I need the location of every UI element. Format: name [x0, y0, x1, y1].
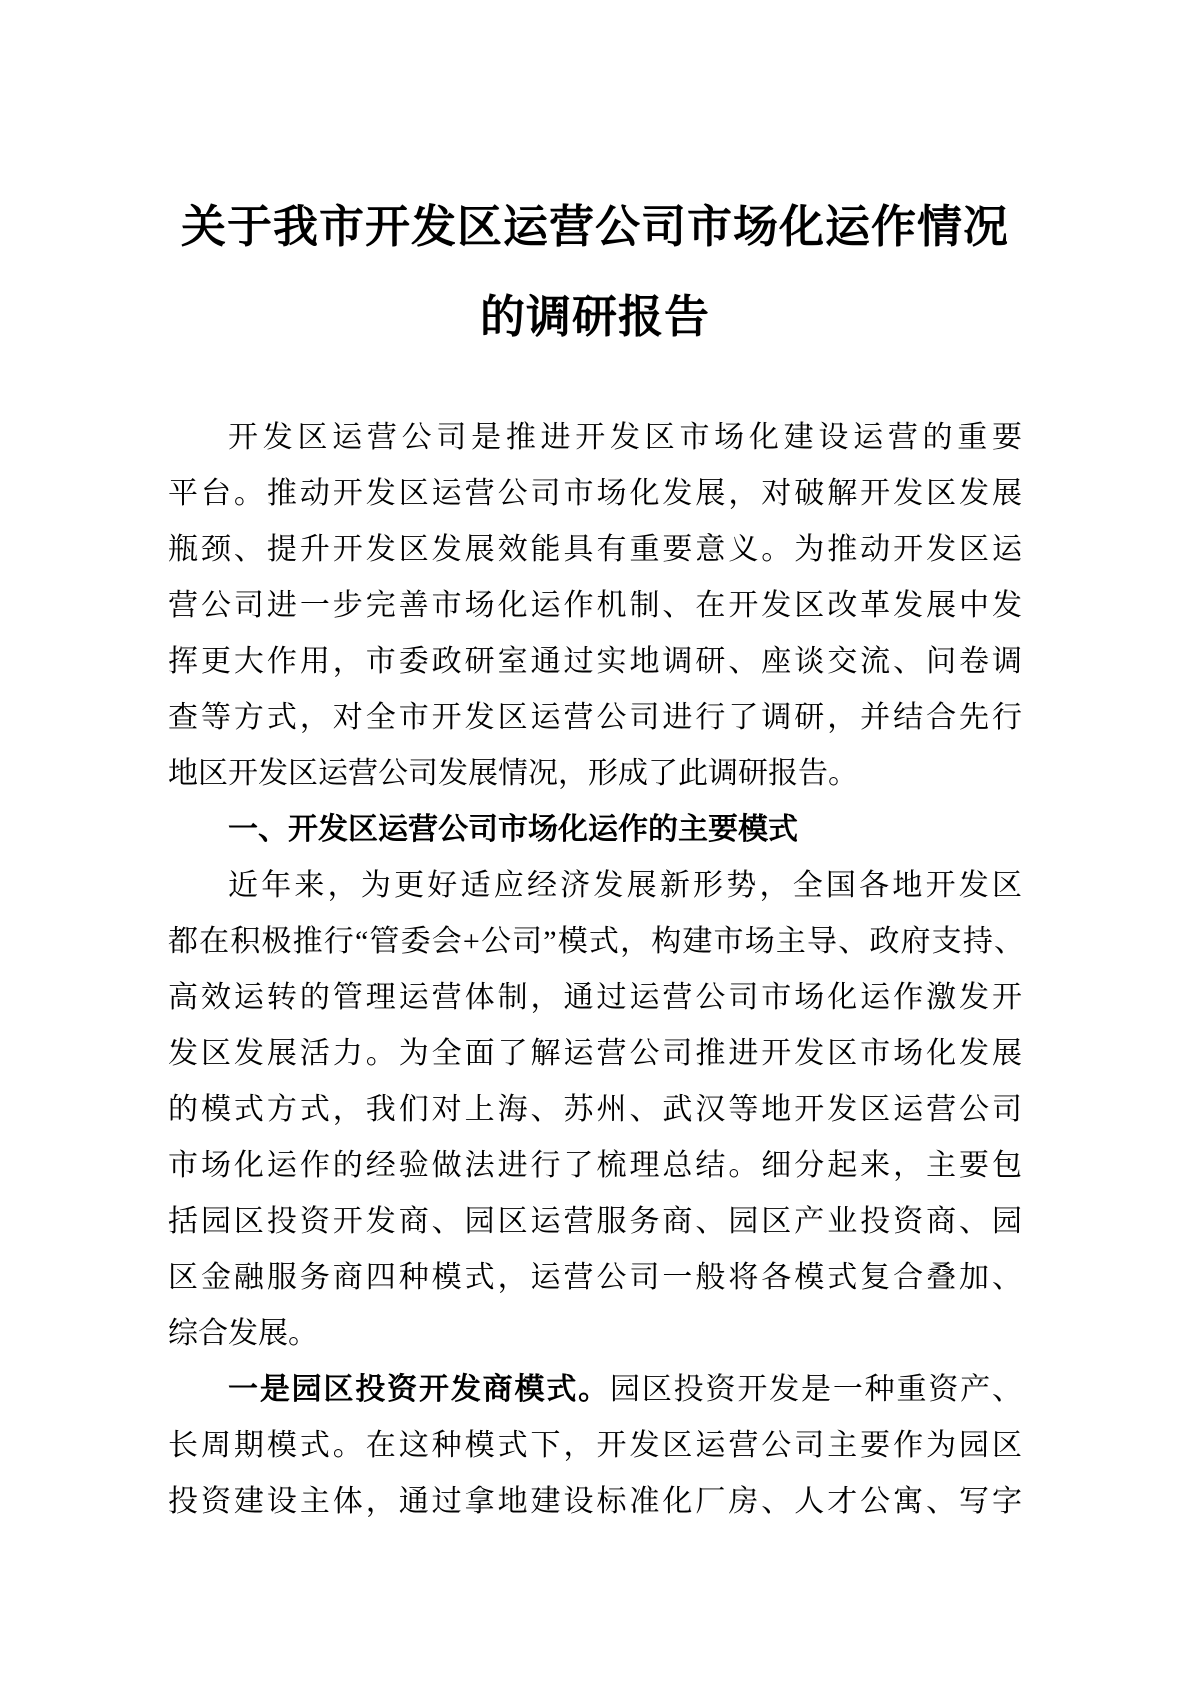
text-run: 地区开发区运营公司发展情况，形成了此调研报告。	[168, 757, 858, 790]
text-run: 发区发展活力。为全面了解运营公司推进开发区市场化发展	[168, 1037, 1022, 1070]
text-run: 长周期模式。在这种模式下，开发区运营公司主要作为园区	[168, 1429, 1022, 1462]
text-line	[168, 1306, 1022, 1362]
title-line-1: 关于我市开发区运营公司市场化运作情况	[180, 202, 1009, 252]
text-run: 区金融服务商四种模式，运营公司一般将各模式复合叠加、	[168, 1261, 1022, 1294]
text-line	[168, 1026, 1022, 1082]
text-run: 近年来，为更好适应经济发展新形势，全国各地开发区	[228, 869, 1022, 902]
text-run: 查等方式，对全市开发区运营公司进行了调研，并结合先行	[168, 701, 1022, 734]
text-run: 开发区运营公司是推进开发区市场化建设运营的重要	[228, 421, 1022, 454]
text-run: 平台。推动开发区运营公司市场化发展，对破解开发区发展	[168, 477, 1022, 510]
text-line	[168, 1250, 1022, 1306]
text-line	[168, 522, 1022, 578]
text-line	[168, 914, 1022, 970]
text-line	[168, 1474, 1022, 1530]
text-line	[168, 578, 1022, 634]
text-line	[168, 1138, 1022, 1194]
text-line	[168, 466, 1022, 522]
text-run: 括园区投资开发商、园区运营服务商、园区产业投资商、园	[168, 1205, 1022, 1238]
text-run: 营公司进一步完善市场化运作机制、在开发区改革发展中发	[168, 589, 1022, 622]
text-line	[168, 634, 1022, 690]
bold-text-run: 一、开发区运营公司市场化运作的主要模式	[228, 813, 798, 846]
text-run: 市场化运作的经验做法进行了梳理总结。细分起来，主要包	[168, 1149, 1022, 1182]
text-run: 高效运转的管理运营体制，通过运营公司市场化运作激发开	[168, 981, 1022, 1014]
section-heading	[168, 802, 1022, 858]
bold-text-run: 一是园区投资开发商模式。	[228, 1373, 610, 1406]
text-run: 的模式方式，我们对上海、苏州、武汉等地开发区运营公司	[168, 1093, 1022, 1126]
text-line	[168, 690, 1022, 746]
text-line	[168, 1362, 1022, 1418]
text-line	[168, 410, 1022, 466]
text-run: 瓶颈、提升开发区发展效能具有重要意义。为推动开发区运	[168, 533, 1022, 566]
text-line	[168, 970, 1022, 1026]
title-line-2: 的调研报告	[479, 292, 710, 342]
document-title	[168, 182, 1022, 362]
text-line	[168, 746, 1022, 802]
text-line	[168, 1194, 1022, 1250]
text-run: 投资建设主体，通过拿地建设标准化厂房、人才公寓、写字	[168, 1485, 1022, 1518]
text-line	[168, 1082, 1022, 1138]
document-body	[168, 410, 1022, 1530]
text-run: 园区投资开发是一种重资产、	[610, 1373, 1022, 1406]
text-run: 都在积极推行“管委会+公司”模式，构建市场主导、政府支持、	[168, 925, 1022, 958]
text-line	[168, 1418, 1022, 1474]
text-line	[168, 858, 1022, 914]
text-run: 挥更大作用，市委政研室通过实地调研、座谈交流、问卷调	[168, 645, 1022, 678]
text-run: 综合发展。	[168, 1317, 318, 1350]
